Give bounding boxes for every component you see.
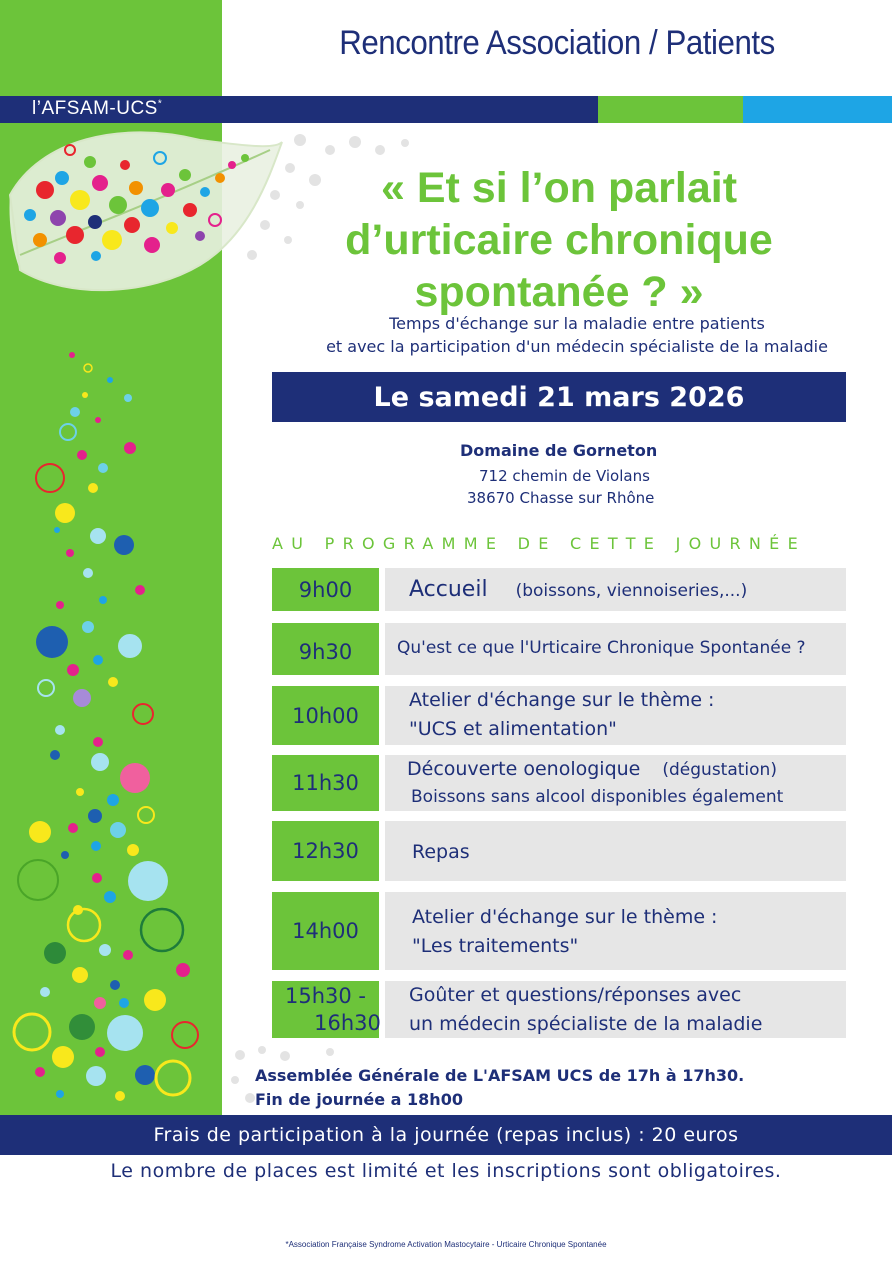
headline-line-1: « Et si l’on parlait <box>380 164 738 212</box>
organisation-name: l’AFSAM-UCS* <box>32 98 163 119</box>
event-date: Le samedi 21 mars 2026 <box>373 381 745 413</box>
program-line-1: Atelier d'échange sur le thème : <box>409 689 715 711</box>
program-time: 14h00 <box>272 892 379 970</box>
program-line-1: Atelier d'échange sur le thème : <box>412 906 718 928</box>
program-time: 12h30 <box>272 821 379 881</box>
venue-address-line-2: 38670 Chasse sur Rhône <box>467 489 655 507</box>
event-type-title: Rencontre Association / Patients <box>339 24 775 62</box>
program-row <box>272 821 846 881</box>
program-line-2: un médecin spécialiste de la maladie <box>409 1013 763 1035</box>
program-title: Découverte oenologique <box>407 758 641 780</box>
program-time: 10h00 <box>272 686 379 745</box>
header-bar-green <box>598 96 743 123</box>
participation-fee-banner <box>0 1115 892 1155</box>
program-time: 9h30 <box>272 623 379 675</box>
venue-address-line-1: 712 chemin de Violans <box>479 467 650 485</box>
program-line-2: "UCS et alimentation" <box>409 718 617 740</box>
association-footnote: *Association Française Syndrome Activation Mastocytaire - Urticaire Chronique Spontanée <box>285 1240 607 1249</box>
program-description <box>385 892 846 970</box>
program-row <box>272 981 846 1038</box>
program-title: Accueil <box>409 577 488 602</box>
subtitle-line-2: et avec la participation d'un médecin spécialiste de la maladie <box>326 337 828 356</box>
program-description <box>385 981 846 1038</box>
participation-fee: Frais de participation à la journée (repas inclus) : 20 euros <box>153 1124 739 1146</box>
assembly-line-1: Assemblée Générale de L'AFSAM UCS de 17h à 17h30. <box>255 1066 745 1085</box>
general-assembly-note <box>255 1064 744 1112</box>
limited-places-notice: Le nombre de places est limité et les inscriptions sont obligatoires. <box>110 1160 782 1182</box>
program-description: Qu'est ce que l'Urticaire Chronique Spontanée ? <box>385 623 846 675</box>
program-description <box>385 755 846 811</box>
event-subtitle <box>262 312 892 358</box>
program-description <box>385 686 846 745</box>
program-line-2: Boissons sans alcool disponibles également <box>411 787 784 807</box>
header-bar-blue <box>743 96 892 123</box>
program-description: Repas <box>385 821 846 881</box>
program-time <box>272 981 379 1038</box>
event-date-banner <box>272 372 846 422</box>
subtitle-line-1: Temps d'échange sur la maladie entre patients <box>389 314 765 333</box>
program-time-line-2: 16h30 <box>314 1010 381 1035</box>
program-line-1: Goûter et questions/réponses avec <box>409 984 742 1006</box>
program-row <box>272 568 846 611</box>
program-line-2: "Les traitements" <box>412 935 579 957</box>
venue-name: Domaine de Gorneton <box>460 441 658 460</box>
program-time: 9h00 <box>272 568 379 611</box>
program-row <box>272 892 846 970</box>
program-heading: AU PROGRAMME DE CETTE JOURNÉE <box>272 534 807 553</box>
program-time-line-1: 15h30 - <box>284 983 366 1008</box>
headline-line-2: d’urticaire chronique <box>345 216 773 264</box>
program-row <box>272 623 846 675</box>
program-row <box>272 755 846 811</box>
program-note: (boissons, viennoiseries,...) <box>515 581 748 601</box>
program-note: (dégustation) <box>662 760 777 780</box>
program-row <box>272 686 846 745</box>
event-headline <box>226 162 892 318</box>
program-description <box>385 568 846 611</box>
program-time: 11h30 <box>272 755 379 811</box>
assembly-line-2: Fin de journée a 18h00 <box>255 1090 463 1109</box>
headline-line-3: spontanée ? » <box>414 268 704 316</box>
